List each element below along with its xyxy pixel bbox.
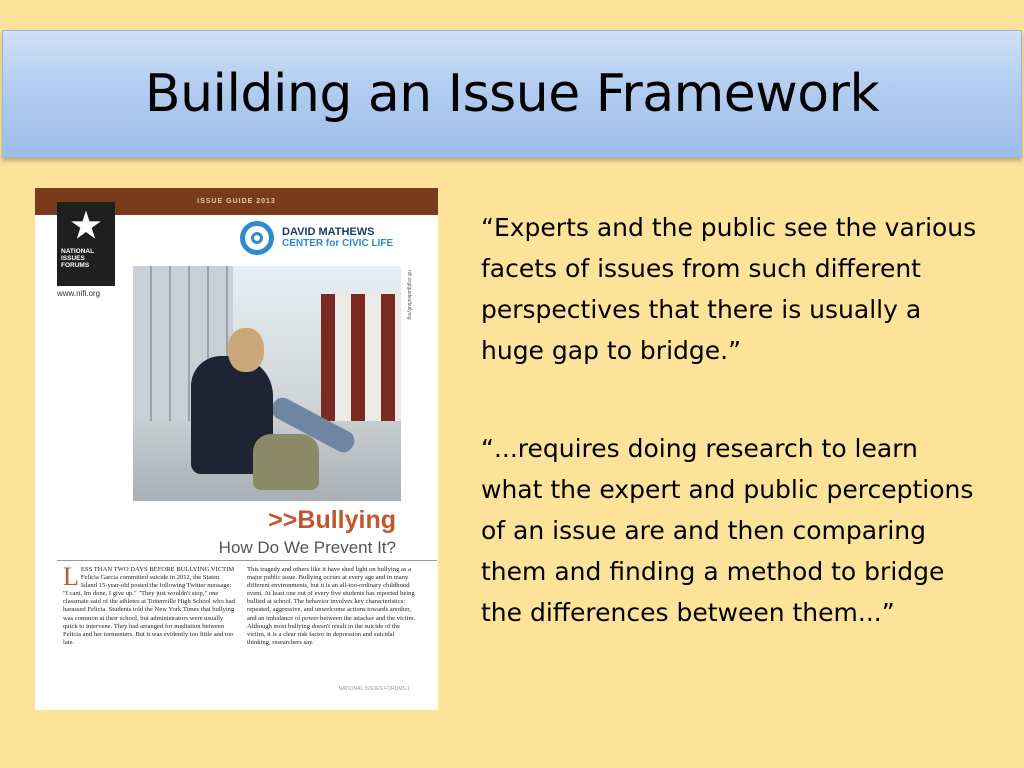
- backpack: [253, 434, 319, 490]
- cover-photo: [133, 266, 401, 501]
- title-bar: [2, 30, 1022, 158]
- slide-title: Building an Issue Framework: [144, 64, 880, 124]
- dropcap: L: [63, 562, 79, 591]
- article-column-1: [63, 562, 235, 647]
- circle-logo-icon: [240, 221, 274, 255]
- cover-headline: >>Bullying: [268, 506, 396, 534]
- column-1-text: ESS THAN TWO DAYS BEFORE BULLYING VICTIM Felicia Garcia committed suicide in 2012, the Staten Island 15-year-old posted the following Twitter message: "I cant, Im done, I give up." "They just wouldn't stop," one classmate said of the athletes at Tottenville High School who had harassed Felicia. Students told the New York Times that bullying was common at their school, but administrators were usually quick to intervene. They had arranged for mediation between Felicia and her tormenters. But it was evidently too little and too late.: [63, 566, 235, 646]
- cover-subhead: How Do We Prevent It?: [218, 538, 396, 557]
- national-issues-forums-logo: [57, 202, 115, 286]
- cover-footer: NATIONAL ISSUES FORUMS 1: [338, 686, 410, 692]
- issue-guide-cover: [35, 188, 438, 710]
- cover-band: ISSUE GUIDE 2013: [35, 188, 438, 215]
- quote-experts: “Experts and the public see the various facets of issues from such different perspectives that there is usually a huge gap to bridge.”: [481, 213, 977, 365]
- student-head: [228, 328, 264, 372]
- dm-center: CENTER for CIVIC LIFE: [282, 238, 394, 249]
- article-column-2: This tragedy and others like it have shed light on bullying as a major public issue. Bullying occurs at every age and in many different environments, but it is an all-too-ordinary childhood event. At least one out of every five students has reported being bullied at school. The behavior involves key characteristics: repeated, aggressive, and unwelcome actions towards another, and an imbalance of power between the attacker and the victim. Although most bullying doesn't result in the suicide of the victim, it is a clear risk factor in depression and suicidal thinking, researchers say.: [247, 566, 416, 646]
- david-mathews-logo: [240, 221, 393, 255]
- nif-url: www.nifi.org: [57, 289, 101, 298]
- divider: [57, 560, 437, 561]
- star-person-icon: ★: [70, 207, 102, 245]
- quote-research: “...requires doing research to learn what the expert and public perceptions of an issue are and then comparing them and finding a method to bridge the differences between them...”: [481, 434, 974, 627]
- side-url: nifi.org/guides/bullying: [406, 270, 412, 320]
- nif-logo-text: NATIONAL ISSUES FORUMS: [61, 248, 94, 269]
- dm-name: DAVID MATHEWS: [282, 226, 375, 238]
